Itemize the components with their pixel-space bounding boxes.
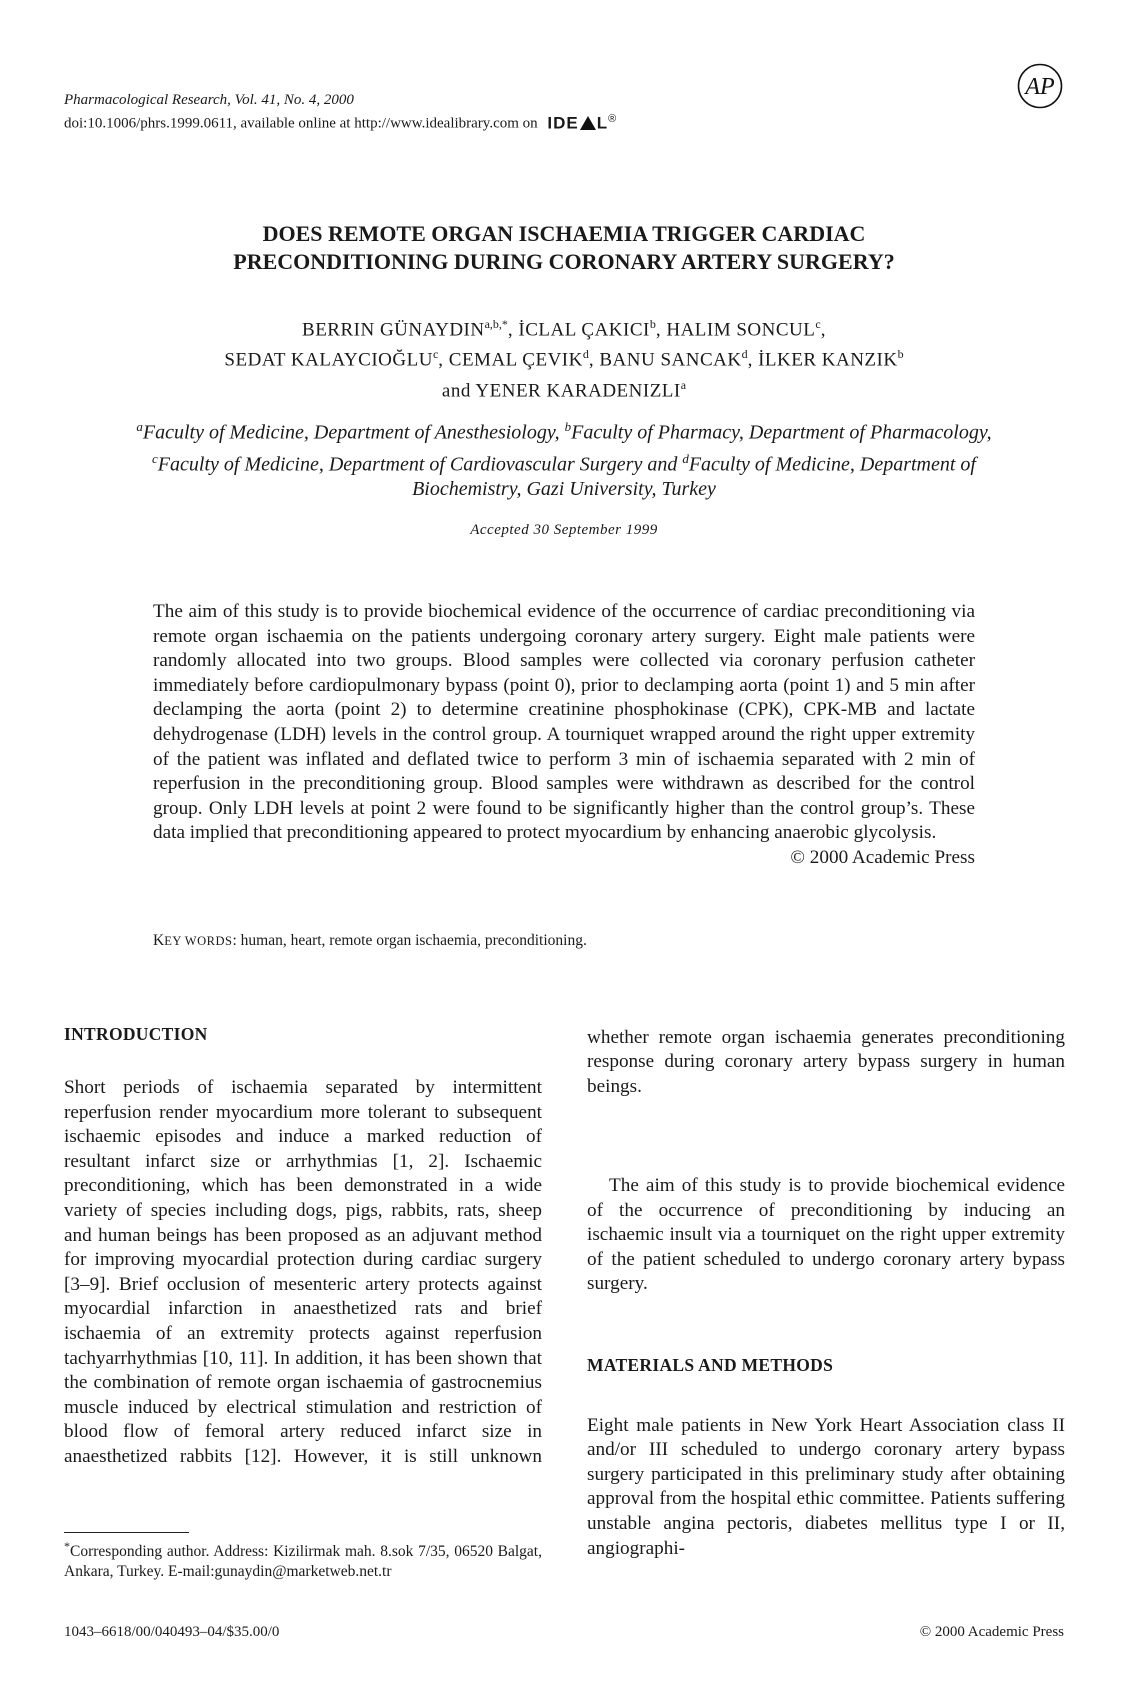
- introduction-paragraph-1: Short periods of ischaemia separated by intermittent reperfusion render myocardium more tolerant to subsequent ischaemic episodes and induce a marked reduction of resultant infarct size or arrhythmias [1, 2]. Ischaemic preconditioning, which has been demonstrated in a wide variety of species including dogs, pigs, rabbits, rats, sheep and human beings has been proposed as an adjuvant method for improving myocardial protection during cardiac surgery [3–9]. Brief occlusion of mesenteric artery protects against myocardial infarction in anaesthetized rats and brief ischaemia of an extremity protects against reperfusion tachyarrhythmias [10, 11]. In addition, it has been shown that the combination of remote organ ischaemia of gastrocnemius muscle induced by electrical stimulation and restriction of blood flow of femoral artery reduced infarct size in anaesthetized rabbits [12]. However, it is still unknown: [64, 1077, 542, 1467]
- svg-text:AP: AP: [1025, 74, 1055, 100]
- academic-press-logo: [1017, 63, 1063, 109]
- right-column: [587, 1174, 1065, 1561]
- introduction-paragraph-2: The aim of this study is to provide biochemical evidence of the occurrence of preconditioning by inducing an ischaemic insult via a tourniquet on the right upper extremity of the patient scheduled to undergo coronary artery bypass surgery.: [587, 1175, 1065, 1295]
- accepted-date: Accepted 30 September 1999: [470, 522, 658, 538]
- footnote-rule: [64, 1532, 189, 1533]
- issn-code: 1043–6618/00/040493–04/$35.00/0: [64, 1624, 280, 1640]
- doi-line: [64, 113, 617, 134]
- left-column: [64, 1022, 542, 1047]
- ideal-logo: IDE L®: [547, 113, 618, 133]
- introduction-paragraph-1-continued: whether remote organ ischaemia generates preconditioning response during coronary artery bypass surgery in human beings.: [587, 1026, 1065, 1097]
- methods-heading: MATERIALS AND METHODS: [587, 1354, 834, 1375]
- footer-copyright: © 2000 Academic Press: [919, 1624, 1064, 1640]
- doi-text: doi:10.1006/phrs.1999.0611, available online at http://www.idealibrary.com on: [64, 115, 538, 132]
- journal-citation: Pharmacological Research, Vol. 41, No. 4, 2000: [64, 92, 354, 108]
- ideal-triangle-icon: [580, 116, 596, 130]
- author-list: BERRIN $GÜNAYDIN^{a,b,*}$, İCLAL ÇAKICI$^b$, HALIM SONCUL$^c$, SEDAT KALAYCIOĞLU$^c$, CEMAL ÇEVIK$^d$, BANU SANCAK$^d$, İLKER KANZIK$^b$ and YENER KARADENIZLI$^a$: [224, 317, 904, 401]
- footnote: *Corresponding author. Address: Kizilirmak mah. 8.sok 7/35, 06520 Balgat, Ankara, Turkey. E-mail:gunaydin@marketweb.net.tr: [64, 1539, 542, 1580]
- methods-paragraph-1: Eight male patients in New York Heart Association class II and/or III scheduled to undergo coronary artery bypass surgery participated in this preliminary study after obtaining approval from the hospital ethic committee. Patients suffering unstable angina pectoris, diabetes mellitus type I or II, angiographi-: [587, 1414, 1065, 1559]
- introduction-left-frame: [64, 1076, 542, 1470]
- keywords: KEY WORDS: human, heart, remote organ ischaemia, preconditioning.: [153, 932, 587, 949]
- abstract-text: The aim of this study is to provide biochemical evidence of the occurrence of cardiac preconditioning via remote organ ischaemia on the patients undergoing coronary artery surgery. Eight male patients were randomly allocated into two groups. Blood samples were collected via coronary perfusion catheter immediately before cardiopulmonary bypass (point 0), prior to declamping aorta (point 1) and 5 min after declamping the aorta (point 2) to determine creatinine phosphokinase (CPK), CPK-MB and lactate dehydrogenase (LDH) levels in the control group. A tourniquet wrapped around the right upper extremity of the patient was inflated and deflated twice to perform 3 min of ischaemia separated with 2 min of reperfusion in the preconditioning group. Blood samples were withdrawn as described for the control group. Only LDH levels at point 2 were found to be significantly higher than the control group’s. These data implied that preconditioning appeared to protect myocardium by enhancing anaerobic glycolysis.: [153, 601, 975, 844]
- introduction-right-frame: [587, 1026, 1065, 1173]
- article-title: DOES REMOTE ORGAN ISCHAEMIA TRIGGER CARDIAC PRECONDITIONING DURING CORONARY ARTERY SURGERY?: [233, 221, 895, 274]
- affiliations: $^a$Faculty of Medicine, Department of Anesthesiology, $^b$Faculty of Pharmacy, Department of Pharmacology, $^c$Faculty of Medicine, Department of Cardiovascular Surgery and $^d$Faculty of Medicine, Department of Biochemistry, Gazi University, Turkey: [136, 419, 992, 501]
- abstract-copyright: © 2000 Academic Press: [790, 846, 975, 868]
- introduction-heading: INTRODUCTION: [64, 1024, 208, 1044]
- abstract: [153, 600, 975, 871]
